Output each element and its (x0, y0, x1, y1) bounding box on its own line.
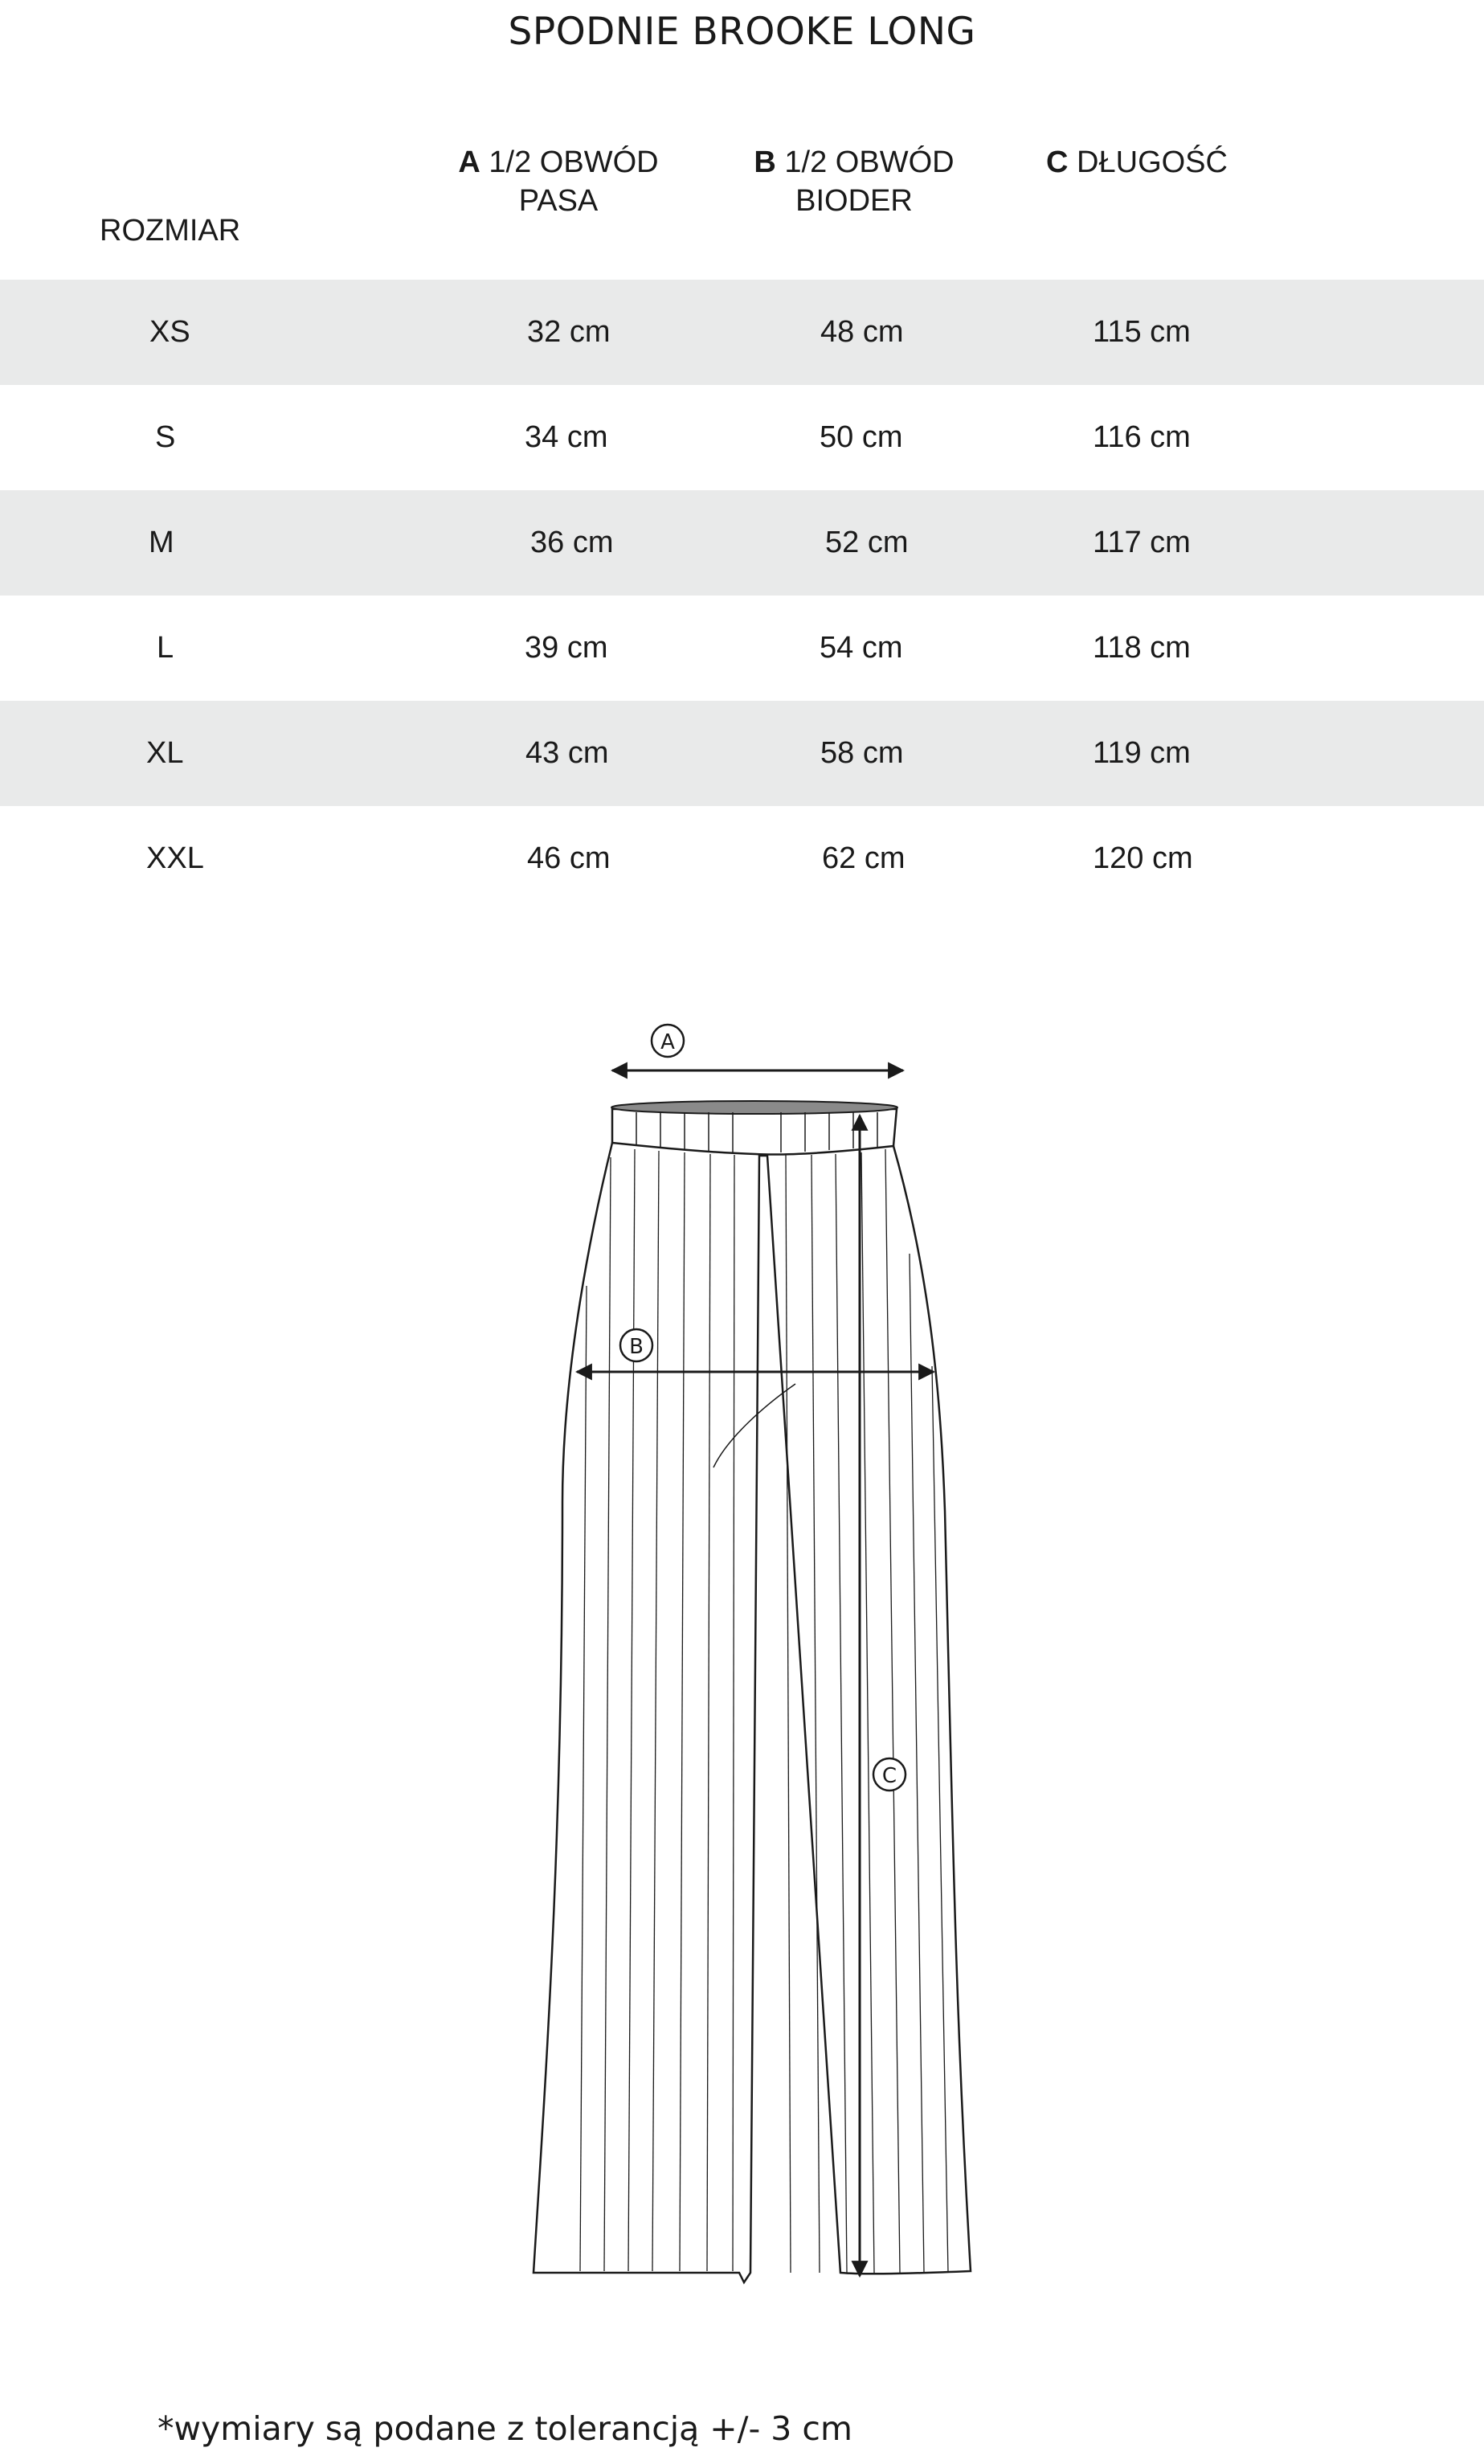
waistband-opening (611, 1101, 897, 1114)
table-row (0, 490, 1484, 596)
table-row (0, 596, 1484, 701)
length-cell: 117 cm (1093, 526, 1191, 559)
column-a-line1: 1/2 OBWÓD (489, 145, 659, 179)
table-row (0, 280, 1484, 385)
column-c-letter: C (1046, 145, 1069, 179)
column-header-size: ROZMIAR (100, 214, 241, 248)
size-cell: L (157, 631, 174, 665)
length-cell: 119 cm (1093, 736, 1191, 770)
waist-cell: 43 cm (525, 736, 609, 770)
column-c-line1: DŁUGOŚĆ (1077, 145, 1228, 179)
waist-cell: 46 cm (527, 841, 611, 875)
hip-cell: 58 cm (820, 736, 904, 770)
column-b-letter: B (754, 145, 776, 179)
length-cell: 116 cm (1093, 420, 1191, 454)
table-row (0, 806, 1484, 911)
hip-cell: 48 cm (820, 315, 904, 349)
column-header-c (1036, 143, 1237, 182)
size-cell: XL (146, 736, 184, 770)
length-cell: 118 cm (1093, 631, 1191, 665)
waist-cell: 32 cm (527, 315, 611, 349)
hip-cell: 50 cm (820, 420, 903, 454)
size-cell: M (149, 526, 174, 559)
trousers-outline (534, 1143, 971, 2282)
hip-cell: 52 cm (825, 526, 909, 559)
waist-cell: 36 cm (530, 526, 614, 559)
size-cell: XXL (146, 841, 204, 875)
size-cell: XS (149, 315, 190, 349)
hip-cell: 62 cm (822, 841, 906, 875)
size-cell: S (155, 420, 176, 454)
label-a: A (660, 1030, 675, 1054)
length-cell: 115 cm (1093, 315, 1191, 349)
waistband (612, 1109, 897, 1155)
label-c: C (881, 1764, 897, 1788)
label-b: B (629, 1335, 644, 1359)
column-header-a (450, 143, 667, 220)
waist-cell: 39 cm (525, 631, 608, 665)
waist-cell: 34 cm (525, 420, 608, 454)
column-header-b (746, 143, 963, 220)
column-b-line2: BIODER (795, 184, 913, 218)
tolerance-footnote: *wymiary są podane z tolerancją +/- 3 cm (157, 2409, 852, 2448)
column-a-line2: PASA (518, 184, 599, 218)
hip-cell: 54 cm (820, 631, 903, 665)
length-cell: 120 cm (1093, 841, 1193, 875)
table-row (0, 701, 1484, 806)
column-b-line1: 1/2 OBWÓD (784, 145, 955, 179)
trousers-diagram (530, 1013, 980, 2298)
page-title: SPODNIE BROOKE LONG (508, 10, 976, 54)
column-a-letter: A (458, 145, 480, 179)
table-row (0, 385, 1484, 490)
